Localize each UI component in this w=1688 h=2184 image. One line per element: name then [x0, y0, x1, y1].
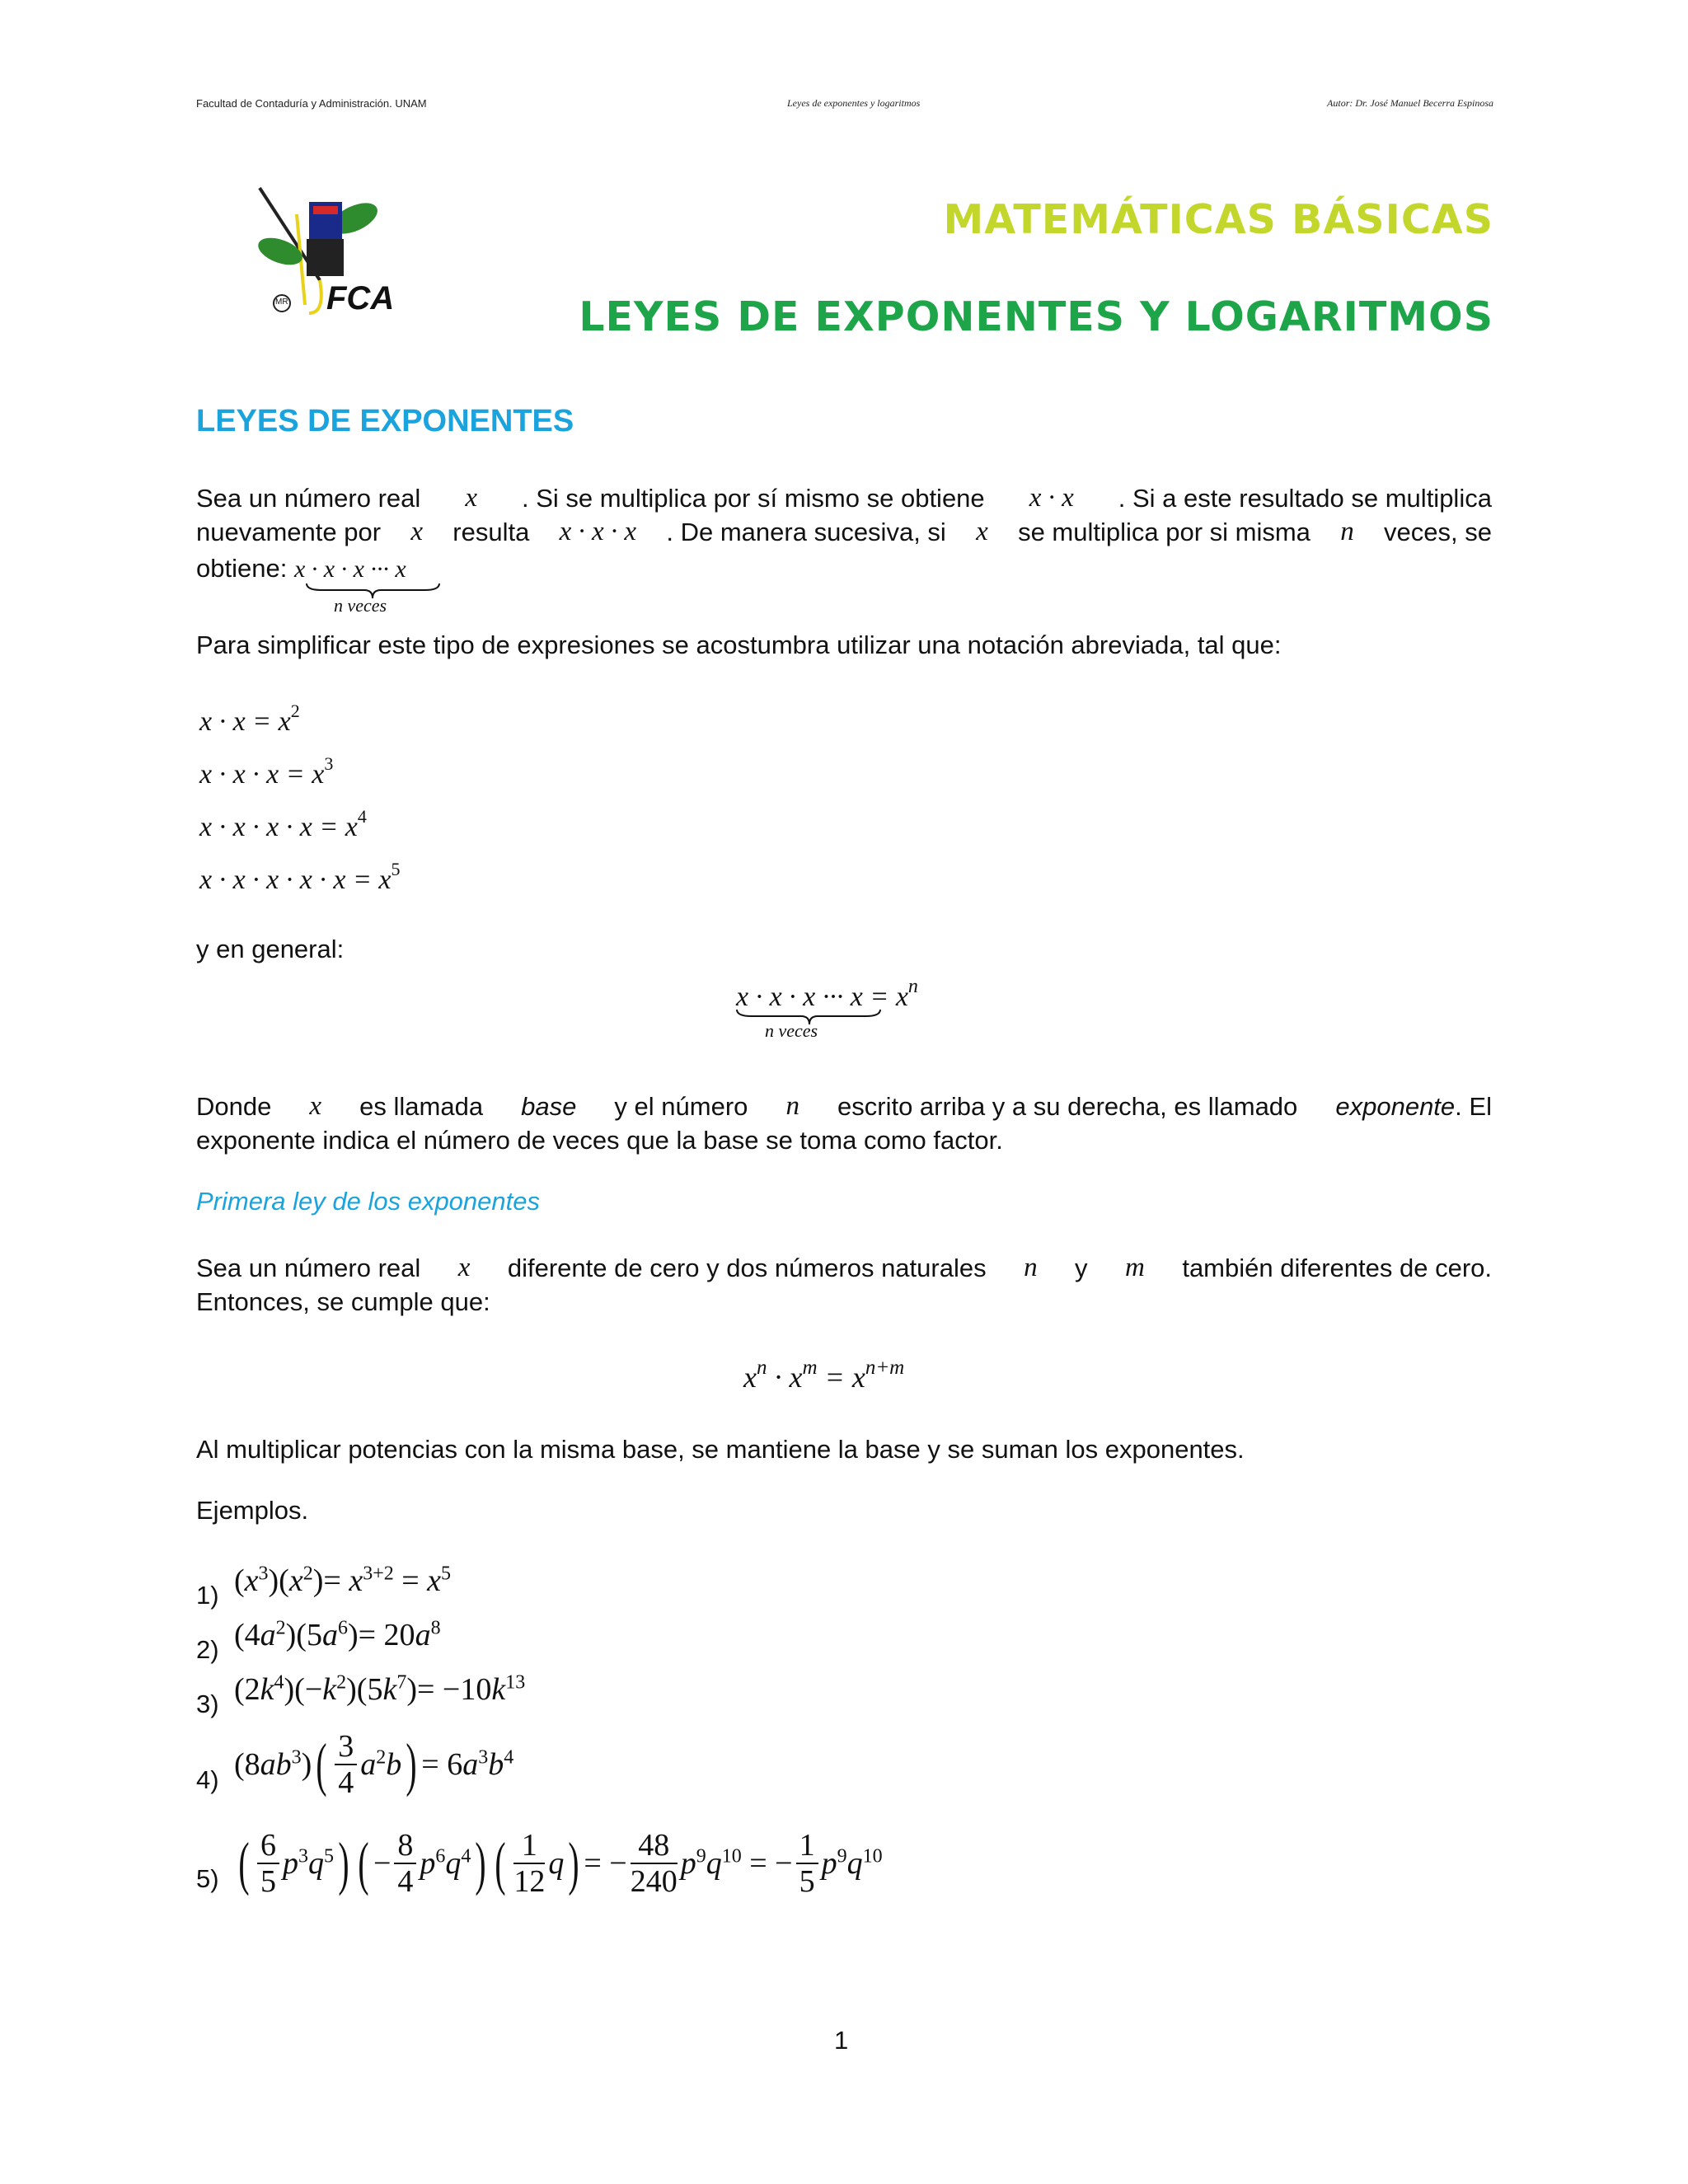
law-line-1: [196, 1251, 1492, 1285]
intro-line-4: Para simplificar este tipo de expresiones se acostumbra utilizar una notación abreviada, tal que:: [196, 630, 1282, 659]
text: escrito arriba y a su derecha, es llamado: [837, 1092, 1298, 1121]
text: nuevamente por: [196, 518, 382, 546]
general-lhs: x · x · x ··· x: [736, 982, 863, 1012]
text: . Si a este resultado se multiplica: [1118, 484, 1492, 513]
var-x: x: [465, 483, 477, 513]
example-label-2: 2): [196, 1635, 219, 1664]
header-left: Facultad de Contaduría y Administración. UNAM: [196, 97, 427, 110]
example-3-math: $(2k^4)(-k^2)(5k^7)= -10k^{13}$: [234, 1671, 526, 1707]
text: . De manera sucesiva, si: [666, 518, 946, 546]
example-label-1: 1): [196, 1581, 219, 1610]
header-center: Leyes de exponentes y logaritmos: [787, 97, 921, 109]
text: se multiplica por si misma: [1018, 518, 1311, 546]
var-n: n: [785, 1091, 799, 1121]
fca-logo: [247, 181, 395, 321]
logo-text: FCA: [326, 280, 395, 316]
general-rhs: = x: [862, 982, 908, 1012]
law-line-2: Entonces, se cumple que:: [196, 1287, 490, 1316]
text: veces, se: [1384, 518, 1492, 546]
text: Sea un número real: [196, 484, 421, 513]
equation-3: $x \cdot x \cdot x \cdot x = x^4$: [199, 806, 367, 842]
example-label-5: 5): [196, 1864, 219, 1893]
section-heading: LEYES DE EXPONENTES: [196, 404, 574, 438]
var-x: x: [457, 1253, 471, 1282]
page-number: 1: [834, 2026, 849, 2055]
math-product-dots: x · x · x ··· x: [293, 555, 406, 583]
intro-line-2: [196, 515, 1492, 549]
definition-line-1: [196, 1090, 1492, 1123]
example-2-math: $(4a^2)(5a^6)= 20a^8$: [234, 1617, 441, 1652]
sub-title: LEYES DE EXPONENTES Y LOGARITMOS: [579, 293, 1493, 340]
intro-line-1: [196, 481, 1492, 515]
var-x: x: [976, 517, 988, 546]
law-explanation: Al multiplicar potencias con la misma base, se mantiene la base y se suman los exponentes.: [196, 1435, 1245, 1464]
general-exp: n: [907, 976, 918, 997]
equation-2: $x \cdot x \cdot x = x^3$: [199, 753, 334, 790]
var-x: x: [410, 517, 423, 546]
examples-label: Ejemplos.: [196, 1496, 309, 1525]
text: y: [1075, 1254, 1088, 1282]
math-xx: x · x: [1029, 483, 1074, 513]
var-n: n: [1024, 1253, 1038, 1282]
example-label-3: 3): [196, 1690, 219, 1718]
example-label-4: 4): [196, 1765, 219, 1794]
text: . Si se multiplica por sí mismo se obtiene: [522, 484, 985, 513]
text: también diferentes de cero.: [1182, 1254, 1492, 1282]
underbrace-label-2: n veces: [765, 1020, 818, 1041]
var-x: x: [309, 1091, 322, 1121]
text: resulta: [452, 518, 530, 546]
header-right: Autor: Dr. José Manuel Becerra Espinosa: [1327, 97, 1493, 109]
term-exponente: exponente: [1335, 1092, 1456, 1121]
example-4-math: $(8ab^3)$ ( $\frac{3}{4}$ $a^2b$ ) = $6a^3b^4$: [234, 1729, 514, 1800]
equation-1: $x \cdot x = x^2$: [199, 701, 300, 737]
text: . El: [1455, 1092, 1492, 1121]
text: Sea un número real: [196, 1254, 421, 1282]
equation-4: $x \cdot x \cdot x \cdot x \cdot x = x^5$: [199, 859, 401, 895]
underbrace-label-1: n veces: [334, 595, 387, 616]
var-n: n: [1340, 517, 1354, 546]
text: obtiene:: [196, 554, 288, 583]
example-1-math: $(x^3)(x^2)= x^{3+2} = x^5$: [234, 1563, 452, 1598]
text: Donde: [196, 1092, 272, 1121]
var-m: m: [1125, 1253, 1145, 1282]
logo-mark: MR: [275, 298, 288, 307]
law-formula: xn · xm = xn+m: [743, 1357, 905, 1394]
intro-line-3: [196, 554, 406, 583]
text: es llamada: [359, 1092, 484, 1121]
text: y el número: [614, 1092, 748, 1121]
text: diferente de cero y dos números naturales: [507, 1254, 987, 1282]
main-title: MATEMÁTICAS BÁSICAS: [943, 196, 1493, 243]
term-base: base: [521, 1092, 577, 1121]
definition-line-2: exponente indica el número de veces que la base se toma como factor.: [196, 1126, 1003, 1155]
general-label: y en general:: [196, 935, 345, 963]
example-5-math: ( $\frac{6}{5}$ $p^3q^5$ ) ( − $\frac{8}{4}$ $p^6q^4$ ) ( $\frac{1}{12}$ q ) = − $\frac{48}{240}$ $p^9q^{10}$ = − $\frac{1}{5}$ $p^9q^{10}$: [238, 1828, 883, 1899]
law-title: Primera ley de los exponentes: [196, 1187, 541, 1216]
math-xxx: x · x · x: [559, 517, 637, 546]
